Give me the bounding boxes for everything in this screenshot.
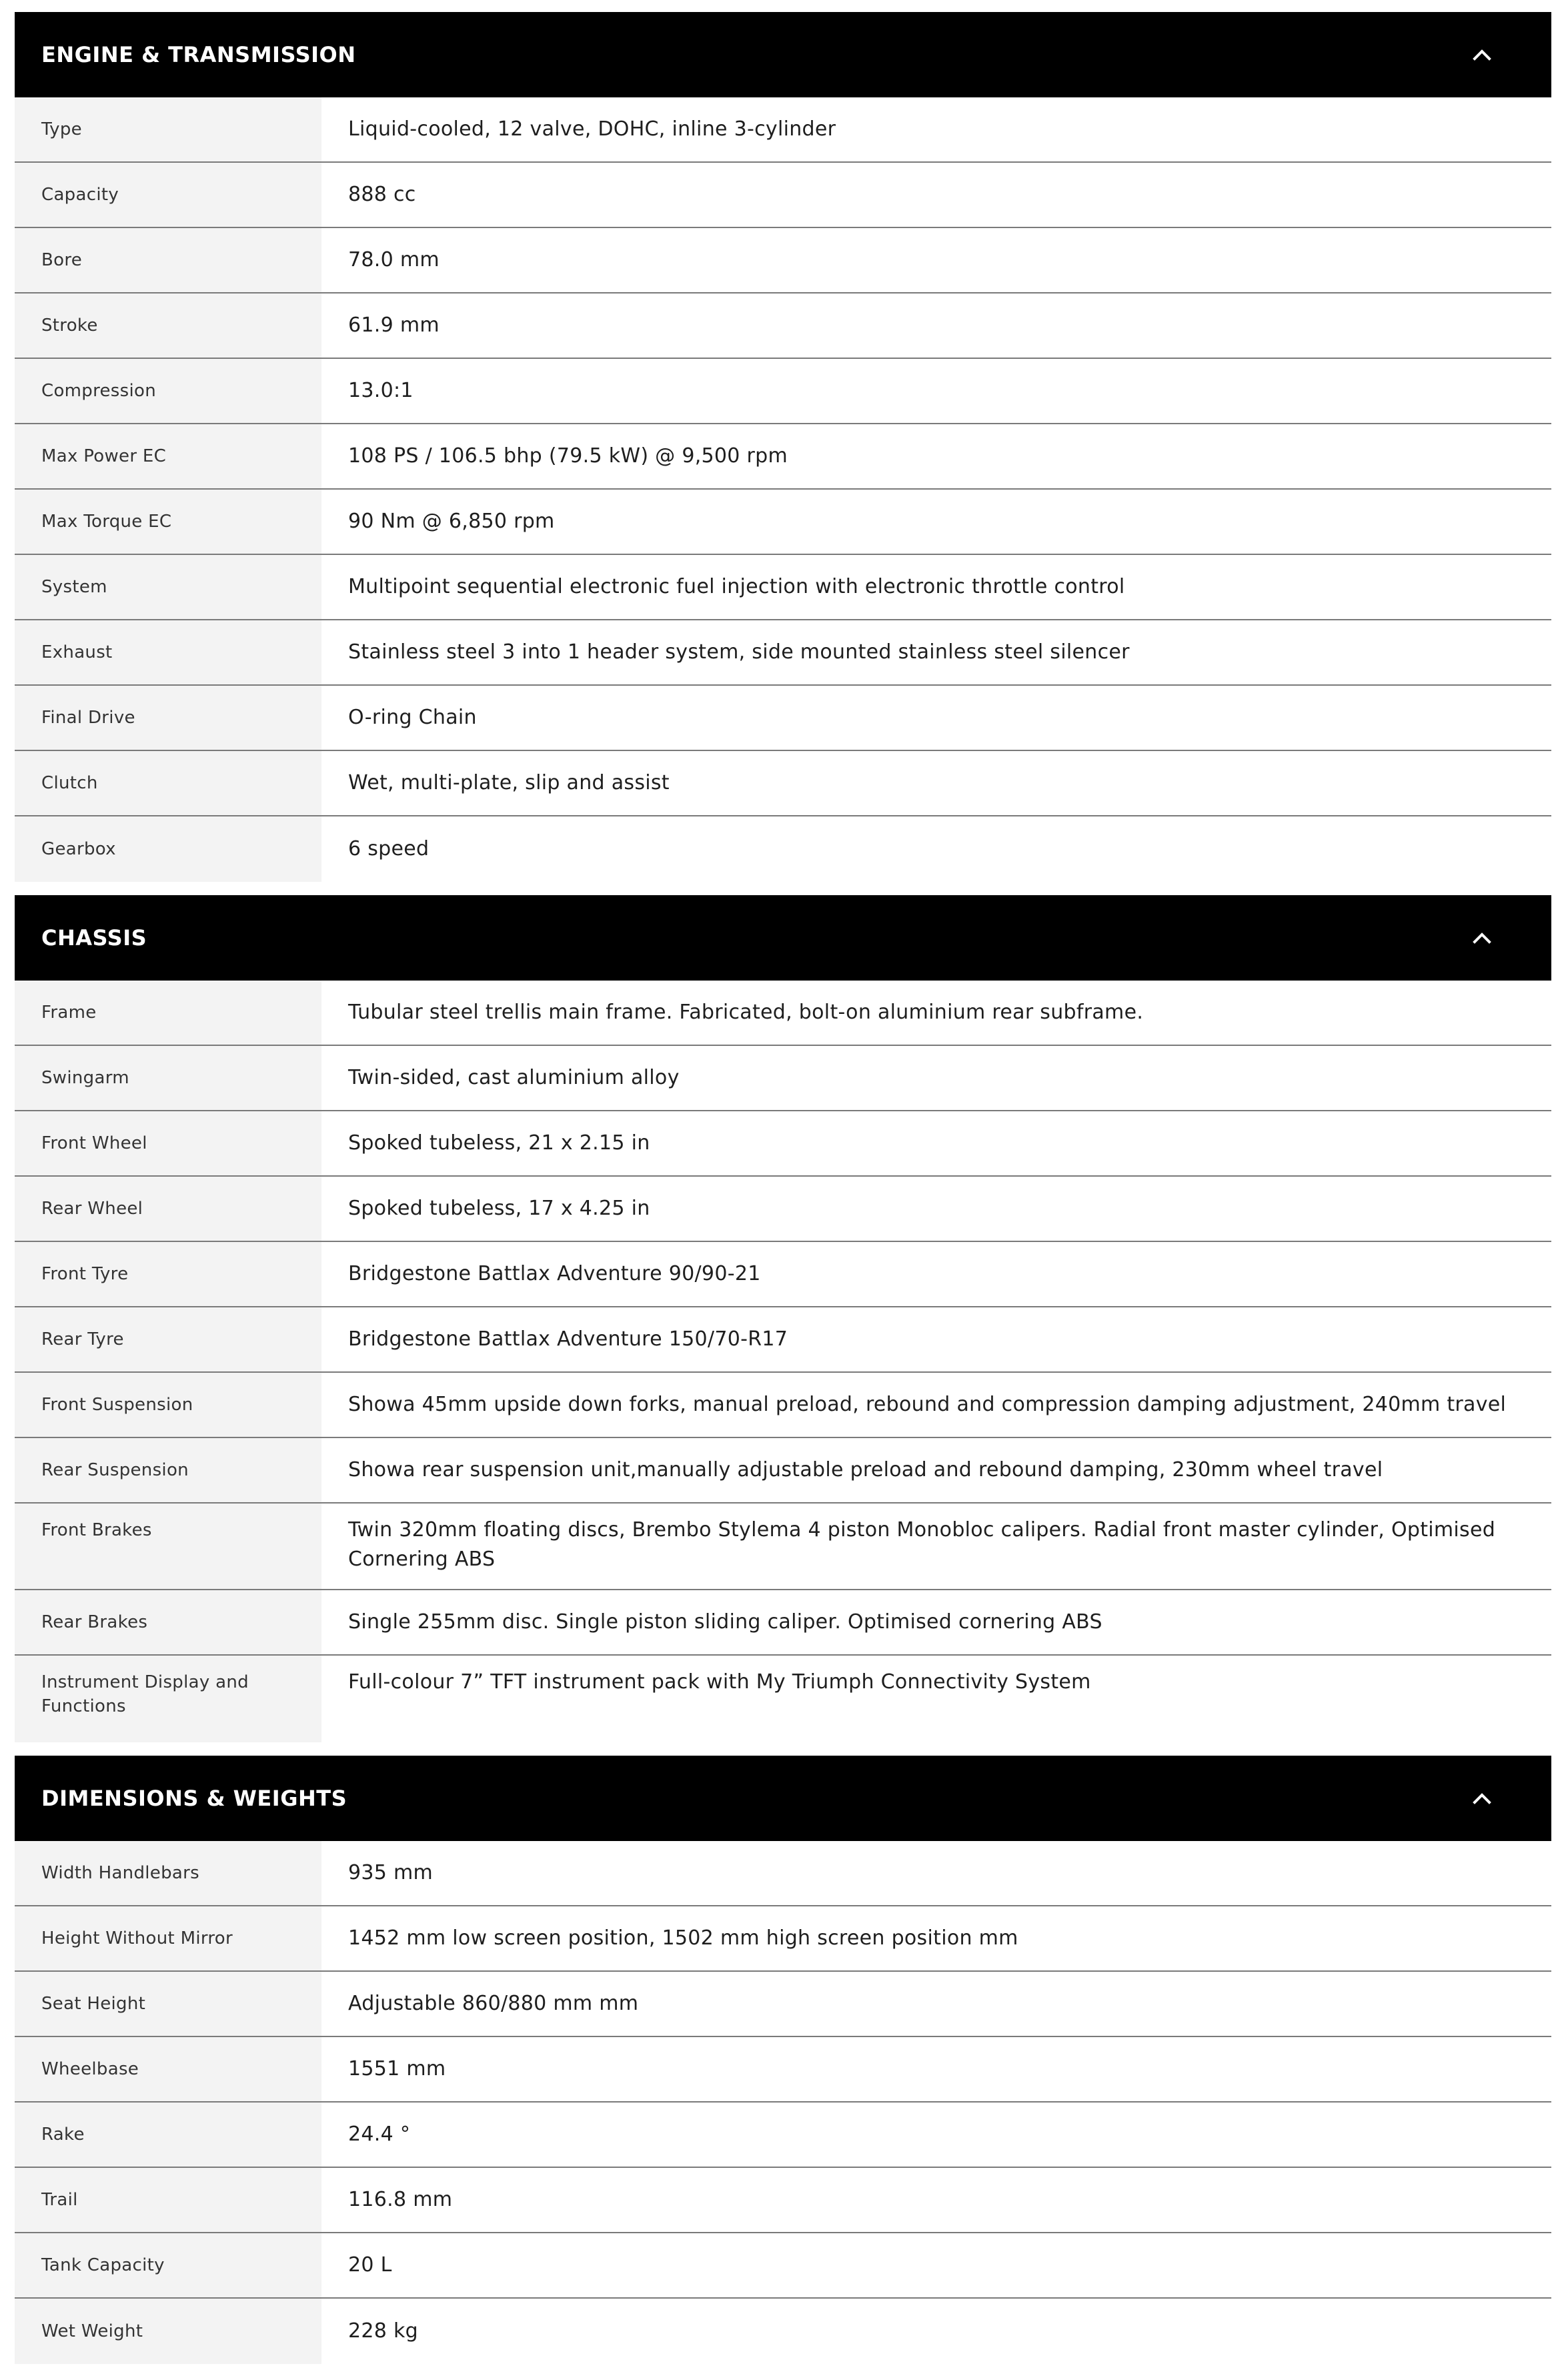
spec-row [15,1656,1551,1742]
spec-section [15,1756,1551,2364]
spec-section [15,895,1551,1742]
spec-label: Max Torque EC [15,490,321,554]
spec-label: Front Suspension [15,1373,321,1437]
spec-table [15,97,1551,882]
spec-row [15,490,1551,555]
spec-label: Rear Brakes [15,1590,321,1654]
spec-row [15,1590,1551,1656]
spec-row [15,1438,1551,1504]
spec-value: Spoked tubeless, 21 x 2.15 in [348,1131,650,1155]
spec-label: Seat Height [15,1972,321,2036]
spec-label: Capacity [15,163,321,227]
spec-label: Rear Tyre [15,1307,321,1371]
spec-row [15,1046,1551,1111]
spec-value: Bridgestone Battlax Adventure 150/70-R17 [348,1327,788,1351]
spec-label: Final Drive [15,686,321,750]
spec-row [15,751,1551,816]
spec-row [15,97,1551,163]
spec-value: Twin 320mm floating discs, Brembo Stylema 4 piston Monobloc calipers. Radial front master cylinder, Optimised Cornering ABS [348,1518,1496,1571]
spec-row [15,620,1551,686]
spec-value: 24.4 ° [348,2123,411,2146]
section-title: ENGINE & TRANSMISSION [41,42,356,67]
collapse-toggle-button[interactable] [1469,1785,1495,1812]
spec-label: Wheelbase [15,2037,321,2101]
spec-label: Frame [15,981,321,1045]
spec-row [15,1841,1551,1906]
spec-value: 888 cc [348,183,416,206]
spec-value: 6 speed [348,837,430,860]
spec-value: 13.0:1 [348,379,414,402]
spec-value: 90 Nm @ 6,850 rpm [348,510,555,533]
spec-label: Clutch [15,751,321,815]
spec-section [15,12,1551,882]
spec-label: Stroke [15,293,321,358]
spec-value: Liquid-cooled, 12 valve, DOHC, inline 3-cylinder [348,117,836,141]
spec-label: Tank Capacity [15,2233,321,2297]
spec-value: Tubular steel trellis main frame. Fabricated, bolt-on aluminium rear subframe. [348,1001,1144,1024]
chevron-up-icon [1473,49,1491,61]
spec-row [15,1242,1551,1307]
spec-value: 935 mm [348,1861,434,1884]
spec-row [15,228,1551,293]
spec-row [15,424,1551,490]
chevron-up-icon [1473,1792,1491,1804]
spec-label: Rear Wheel [15,1177,321,1241]
spec-row [15,2103,1551,2168]
spec-label: Front Tyre [15,1242,321,1306]
spec-label: Front Wheel [15,1111,321,1175]
spec-row [15,1307,1551,1373]
spec-value: 108 PS / 106.5 bhp (79.5 kW) @ 9,500 rpm [348,444,788,468]
spec-row [15,359,1551,424]
spec-row [15,1373,1551,1438]
spec-table [15,1841,1551,2364]
spec-label: Bore [15,228,321,292]
spec-label: Exhaust [15,620,321,684]
spec-row [15,2299,1551,2364]
spec-value: Multipoint sequential electronic fuel injection with electronic throttle control [348,575,1125,598]
spec-row [15,163,1551,228]
spec-value: 228 kg [348,2319,419,2343]
spec-row [15,1111,1551,1177]
spec-value: 1452 mm low screen position, 1502 mm high screen position mm [348,1926,1018,1950]
spec-value: Showa rear suspension unit,manually adjustable preload and rebound damping, 230mm wheel travel [348,1458,1383,1481]
spec-label: Max Power EC [15,424,321,488]
spec-value: 116.8 mm [348,2188,453,2211]
spec-value: Showa 45mm upside down forks, manual preload, rebound and compression damping adjustment, 240mm travel [348,1393,1507,1416]
spec-label: Rake [15,2103,321,2167]
collapse-toggle-button[interactable] [1469,925,1495,951]
spec-row [15,293,1551,359]
spec-value: Wet, multi-plate, slip and assist [348,771,670,794]
spec-value: Twin-sided, cast aluminium alloy [348,1066,680,1089]
spec-row [15,1177,1551,1242]
spec-label: Instrument Display and Functions [15,1656,321,1742]
spec-row [15,1972,1551,2037]
section-header[interactable] [15,895,1551,981]
spec-label: Trail [15,2168,321,2232]
spec-value: O-ring Chain [348,706,477,729]
spec-value: Stainless steel 3 into 1 header system, side mounted stainless steel silencer [348,640,1130,664]
spec-row [15,555,1551,620]
spec-label: Type [15,97,321,161]
spec-value: 78.0 mm [348,248,440,271]
spec-label: Gearbox [15,816,321,882]
spec-value: 1551 mm [348,2057,446,2081]
spec-label: Wet Weight [15,2299,321,2364]
spec-row [15,1504,1551,1590]
chevron-up-icon [1473,932,1491,944]
collapse-toggle-button[interactable] [1469,41,1495,68]
spec-value: 61.9 mm [348,314,440,337]
spec-row [15,1906,1551,1972]
section-header[interactable] [15,12,1551,97]
spec-label: Rear Suspension [15,1438,321,1502]
spec-row [15,816,1551,882]
spec-value: Single 255mm disc. Single piston sliding caliper. Optimised cornering ABS [348,1610,1102,1634]
section-title: CHASSIS [41,925,147,951]
spec-label: Front Brakes [15,1504,321,1589]
spec-value: Full-colour 7” TFT instrument pack with My Triumph Connectivity System [348,1670,1091,1694]
spec-value: Bridgestone Battlax Adventure 90/90-21 [348,1262,761,1285]
spec-label: Height Without Mirror [15,1906,321,1970]
spec-label: Width Handlebars [15,1841,321,1905]
spec-label: Compression [15,359,321,423]
spec-label: System [15,555,321,619]
spec-row [15,2168,1551,2233]
spec-table [15,981,1551,1742]
specs-accordion [15,12,1551,2364]
spec-row [15,981,1551,1046]
spec-row [15,2233,1551,2299]
spec-row [15,686,1551,751]
section-title: DIMENSIONS & WEIGHTS [41,1786,347,1811]
spec-value: Spoked tubeless, 17 x 4.25 in [348,1197,650,1220]
spec-value: 20 L [348,2253,392,2277]
spec-row [15,2037,1551,2103]
section-header[interactable] [15,1756,1551,1841]
spec-value: Adjustable 860/880 mm mm [348,1992,639,2015]
spec-label: Swingarm [15,1046,321,1110]
